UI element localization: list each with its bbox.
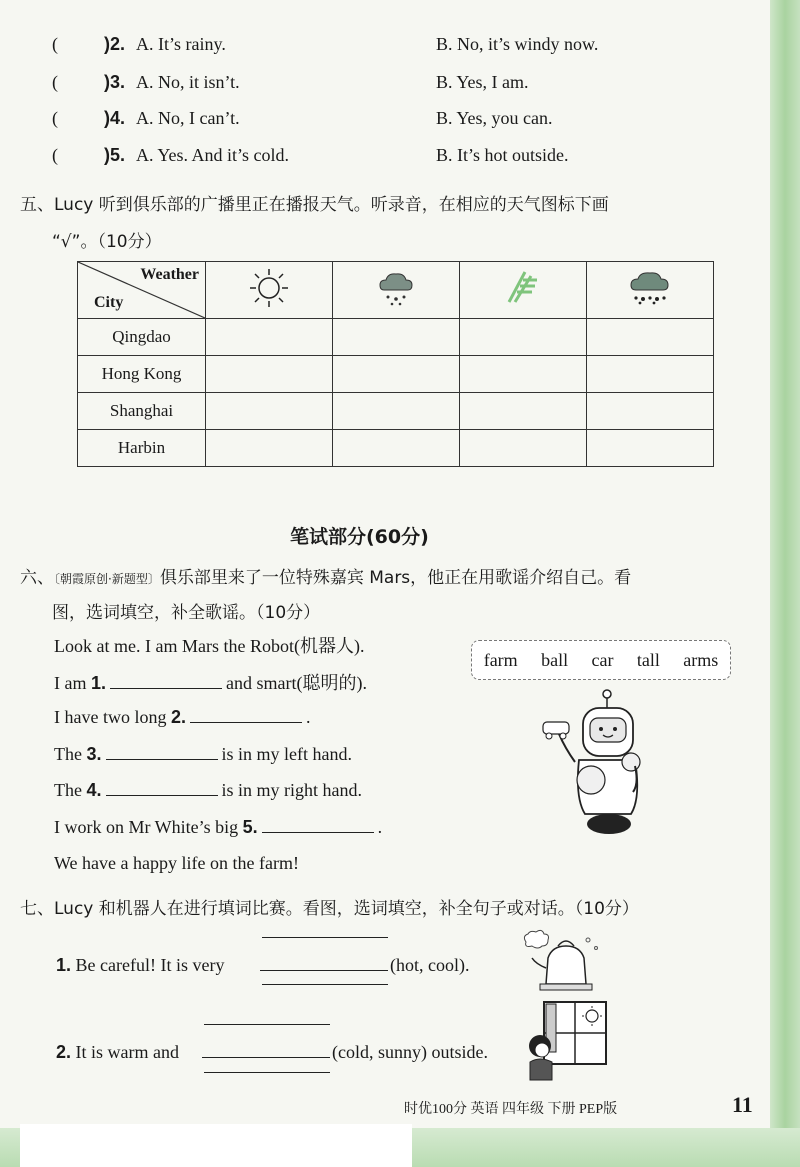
blank-4[interactable] xyxy=(106,781,218,796)
answer-cell[interactable] xyxy=(587,393,714,430)
decorative-border-right xyxy=(770,0,800,1167)
answer-cell[interactable] xyxy=(460,393,587,430)
answer-line[interactable] xyxy=(204,1072,330,1073)
section6-text: 俱乐部里来了一位特殊嘉宾 Mars，他正在用歌谣介绍自己。看 xyxy=(159,568,632,588)
question-text: Be careful! It is very xyxy=(75,955,225,975)
section6-instructions xyxy=(20,563,631,588)
chant-line xyxy=(54,707,311,728)
weather-table xyxy=(77,261,714,467)
question-number: )2. xyxy=(104,34,126,54)
chant-line: Look at me. I am Mars the Robot(机器人). xyxy=(54,636,365,656)
option-b: B. Yes, I am. xyxy=(436,72,529,92)
answer-paren[interactable]: ( xyxy=(52,145,58,165)
chant-line xyxy=(54,817,382,838)
blank-number: 3. xyxy=(86,744,102,764)
rainy-icon xyxy=(374,266,418,310)
question-options: (cold, sunny) outside. xyxy=(332,1042,488,1062)
chant-text: is in my right hand. xyxy=(221,780,362,800)
answer-cell[interactable] xyxy=(460,319,587,356)
option-a: A. No, it isn’t. xyxy=(136,72,240,92)
city-cell: Qingdao xyxy=(78,319,206,356)
answer-cell[interactable] xyxy=(206,393,333,430)
section6-tag: 〔朝霞原创·新题型〕 xyxy=(54,572,160,586)
word-bank-item: farm xyxy=(483,649,518,670)
question-line xyxy=(56,1042,179,1063)
answer-paren[interactable]: ( xyxy=(52,108,58,128)
option-b: B. Yes, you can. xyxy=(436,108,553,128)
option-a: A. Yes. And it’s cold. xyxy=(136,145,290,165)
city-cell: Shanghai xyxy=(78,393,206,430)
snowy-icon xyxy=(626,266,674,310)
section6-instructions-cont: 图，选词填空，补全歌谣。（10分） xyxy=(52,603,321,623)
answer-cell[interactable] xyxy=(333,319,460,356)
word-bank-item: car xyxy=(591,649,614,670)
blank-number: 1. xyxy=(90,673,106,693)
chant-text: I have two long xyxy=(54,707,171,727)
chant-text: The xyxy=(54,744,87,764)
word-bank xyxy=(471,640,731,680)
blank-5[interactable] xyxy=(262,818,374,833)
option-a: A. No, I can’t. xyxy=(136,108,240,128)
blank-number: 5. xyxy=(242,817,258,837)
question-number: )5. xyxy=(104,145,126,165)
question-line xyxy=(56,955,224,976)
question-number: )3. xyxy=(104,72,126,92)
answer-line[interactable] xyxy=(262,937,388,938)
page-number: 11 xyxy=(732,1092,753,1117)
chant-text: and smart(聪明的). xyxy=(226,673,367,693)
robot-illustration xyxy=(535,688,665,838)
answer-cell[interactable] xyxy=(587,319,714,356)
chant-text: is in my left hand. xyxy=(221,744,352,764)
table-header-diagonal xyxy=(78,262,206,319)
page-corner xyxy=(20,1124,412,1167)
footer-book-info: 时优100分 英语 四年级 下册 PEP版 xyxy=(404,1102,618,1117)
header-city: City xyxy=(94,294,124,311)
option-b: B. No, it’s windy now. xyxy=(436,34,599,54)
header-rainy xyxy=(333,262,460,319)
section6-prefix: 六、 xyxy=(20,568,54,588)
answer-cell[interactable] xyxy=(206,319,333,356)
answer-cell[interactable] xyxy=(333,356,460,393)
answer-paren[interactable]: ( xyxy=(52,34,58,54)
word-bank-item: ball xyxy=(541,649,569,670)
word-bank-item: tall xyxy=(636,649,660,670)
answer-cell[interactable] xyxy=(460,430,587,467)
answer-line[interactable] xyxy=(260,970,388,971)
answer-line[interactable] xyxy=(202,1057,330,1058)
question-text: It is warm and xyxy=(75,1042,179,1062)
written-part-title: 笔试部分(60分) xyxy=(290,526,429,548)
answer-cell[interactable] xyxy=(460,356,587,393)
sunny-icon xyxy=(247,266,291,310)
blank-number: 2. xyxy=(170,707,186,727)
option-b: B. It’s hot outside. xyxy=(436,145,569,165)
blank-3[interactable] xyxy=(106,745,218,760)
question-number: 2. xyxy=(56,1042,72,1062)
question-number: 1. xyxy=(56,955,72,975)
kettle-illustration xyxy=(518,928,608,998)
answer-line[interactable] xyxy=(204,1024,330,1025)
chant-text: . xyxy=(306,707,311,727)
chant-text: The xyxy=(54,780,87,800)
header-snowy xyxy=(587,262,714,319)
chant-text: I am xyxy=(54,673,91,693)
blank-1[interactable] xyxy=(110,674,222,689)
section7-instructions: 七、Lucy 和机器人在进行填词比赛。看图，选词填空，补全句子或对话。（10分） xyxy=(20,899,639,919)
answer-line[interactable] xyxy=(262,984,388,985)
option-a: A. It’s rainy. xyxy=(136,34,226,54)
city-cell: Hong Kong xyxy=(78,356,206,393)
answer-cell[interactable] xyxy=(587,356,714,393)
window-illustration xyxy=(522,998,612,1082)
chant-line: We have a happy life on the farm! xyxy=(54,853,299,873)
city-cell: Harbin xyxy=(78,430,206,467)
answer-cell[interactable] xyxy=(587,430,714,467)
answer-cell[interactable] xyxy=(206,356,333,393)
answer-paren[interactable]: ( xyxy=(52,72,58,92)
section5-instructions: 五、Lucy 听到俱乐部的广播里正在播报天气。听录音，在相应的天气图标下画 xyxy=(20,195,609,215)
header-weather: Weather xyxy=(140,266,199,283)
answer-cell[interactable] xyxy=(206,430,333,467)
header-windy xyxy=(460,262,587,319)
section5-instructions-cont: “√”。（10分） xyxy=(52,232,162,252)
chant-text: . xyxy=(377,817,383,837)
header-sunny xyxy=(206,262,333,319)
blank-number: 4. xyxy=(86,780,102,800)
question-number: )4. xyxy=(104,108,126,128)
windy-icon xyxy=(501,266,545,310)
chant-line xyxy=(54,669,367,695)
word-bank-item: arms xyxy=(683,649,719,670)
chant-line xyxy=(54,744,352,765)
question-options: (hot, cool). xyxy=(390,955,470,975)
blank-2[interactable] xyxy=(190,708,302,723)
answer-cell[interactable] xyxy=(333,393,460,430)
answer-cell[interactable] xyxy=(333,430,460,467)
chant-text: I work on Mr White’s big xyxy=(54,817,243,837)
chant-line xyxy=(54,780,362,801)
